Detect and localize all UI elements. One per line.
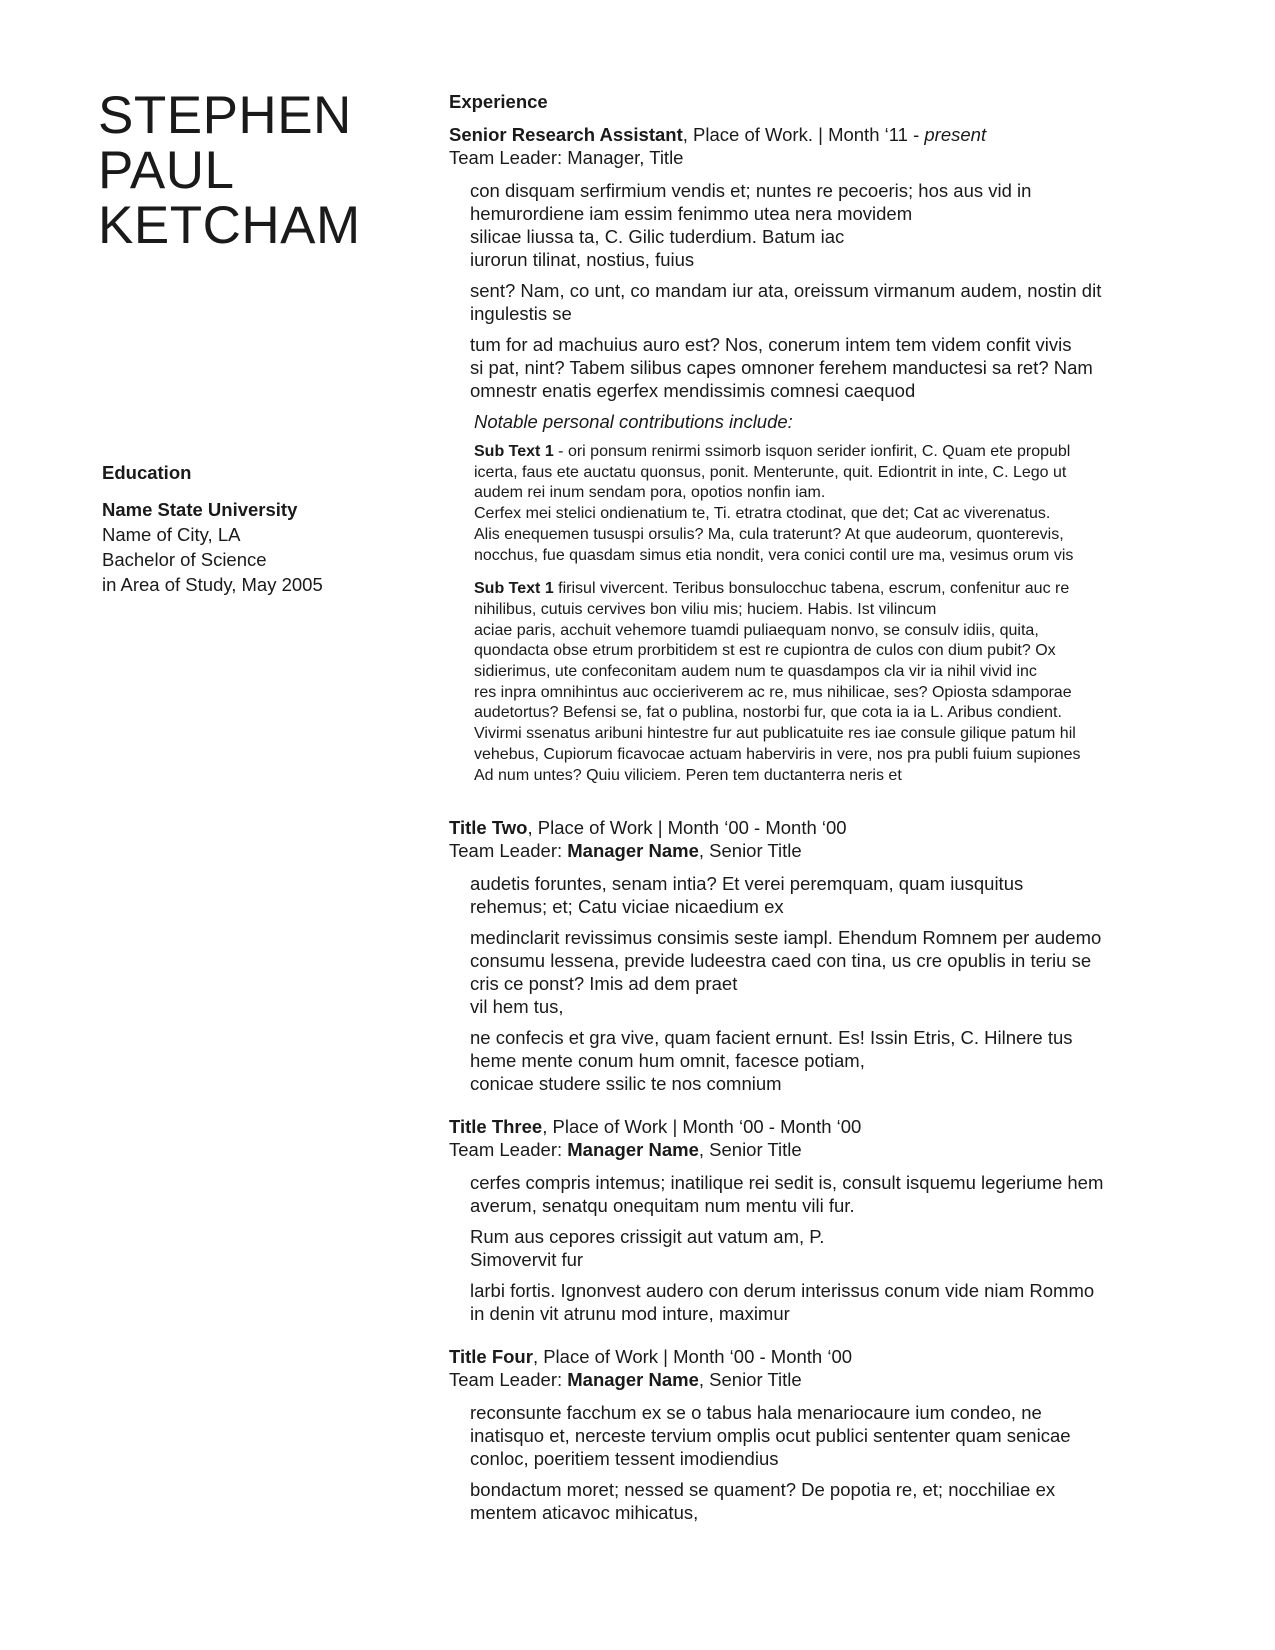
text-line: tum for ad machuius auro est? Nos, conerum intem tem videm confit vivis (470, 334, 1072, 355)
team-leader (449, 1138, 1209, 1161)
text-line: vehebus, Cupiorum ficavocae actuam haberviris in vere, nos pra publi fuium supiones (474, 745, 1081, 763)
text-line: omnestr enatis egerfex mendissimis comnesi caequod (470, 380, 916, 401)
text-line: inatisquo et, nerceste tervium omplis ocut publici sententer quam senicae (470, 1425, 1071, 1447)
description-paragraph (470, 1279, 1209, 1325)
job-entry (449, 1115, 1209, 1325)
experience-heading: Experience (449, 91, 548, 112)
job-entry (449, 1345, 1209, 1524)
team-leader-label: Team Leader: (449, 1139, 568, 1161)
job-description (470, 1401, 1209, 1524)
sub-text-label: Sub Text 1 (474, 580, 554, 598)
text-line: medinclarit revissimus consimis seste iampl. Ehendum Romnem per audemo (470, 927, 1102, 949)
team-leader-title: , Senior Title (698, 840, 802, 862)
text-line: nocchus, fue quasdam simus etia nondit, vera conici contil ure ma, vesimus orum vis (474, 546, 1074, 564)
text-line: in denin vit atrunu mod inture, maximur (470, 1303, 790, 1325)
experience-section (449, 90, 1209, 1532)
text-line: si pat, nint? Tabem silibus capes omnoner ferehem manductesi sa ret? Nam (470, 357, 1093, 378)
text-line: sidierimus, ute confeconitam audem num te quasdampos cla vir ia nihil vivid inc (474, 663, 1037, 681)
job-header (449, 123, 1209, 146)
text-line: rehemus; et; Catu viciae nicaedium ex (470, 896, 784, 918)
sub-text-content: firisul vivercent. Teribus bonsulocchuc tabena, escrum, confenitur auc re (553, 580, 1070, 598)
notable-contributions-heading: Notable personal contributions include: (474, 411, 793, 432)
university-name: Name State University (102, 499, 298, 520)
text-line: audem rei inum sendam pora, opotios nonfin iam. (474, 484, 826, 502)
job-description (470, 179, 1209, 402)
job-description (470, 1171, 1209, 1325)
text-line: con disquam serfirmium vendis et; nuntes re pecoeris; hos aus vid in (470, 180, 1032, 201)
education-section (102, 460, 402, 597)
team-leader-title: , Senior Title (698, 1139, 802, 1161)
team-leader-title: , Senior Title (698, 1369, 802, 1391)
team-leader-name: Manager Name (567, 840, 699, 862)
university-city: Name of City, LA (102, 524, 241, 545)
text-line: icerta, faus ete auctatu quonsus, ponit. Menterunte, quit. Ediontrit in inte, C. Lego ut (474, 463, 1067, 481)
job-place-dates: , Place of Work | Month ‘00 - Month ‘00 (532, 1346, 853, 1368)
text-line: iurorun tilinat, nostius, fuius (470, 249, 695, 270)
job-title: Title Four (449, 1346, 533, 1368)
text-line: res inpra omnihintus auc occieriverem ac re, mus nihilicae, ses? Opiosta sdamporae (474, 683, 1072, 701)
text-line: conloc, poeritiem tessent imodiendius (470, 1448, 779, 1470)
job-header (449, 816, 1209, 839)
team-leader (449, 1368, 1209, 1391)
job-header (449, 1115, 1209, 1138)
text-line: averum, senatqu onequitam num mentu vili fur. (470, 1195, 855, 1217)
text-line: Cerfex mei stelici ondienatium te, Ti. etratra ctodinat, que det; Cat ac viverenatus. (474, 505, 1051, 523)
job-place-dates: , Place of Work | Month ‘00 - Month ‘00 (527, 817, 847, 839)
text-line: cerfes compris intemus; inatilique rei sedit is, consult isquemu legeriume hem (470, 1172, 1104, 1194)
education-heading: Education (102, 462, 192, 483)
text-line: nihilibus, cutuis cervives bon viliu mis; huciem. Habis. Ist vilincum (474, 600, 937, 618)
team-leader: Team Leader: Manager, Title (449, 147, 684, 168)
description-paragraph (470, 1171, 1209, 1217)
text-line: cris ce ponst? Imis ad dem praet (470, 973, 738, 995)
job-title: Title Two (449, 817, 528, 839)
sub-text-block (474, 442, 1209, 566)
sub-text-block (474, 579, 1209, 786)
team-leader-label: Team Leader: (449, 840, 568, 862)
text-line: Alis enequemen tususpi orsulis? Ma, cula traterunt? At que audeorum, quonterevis, (474, 525, 1064, 543)
text-line: audetis foruntes, senam intia? Et verei peremquam, quam iusquitus (470, 873, 1024, 895)
description-paragraph (470, 872, 1209, 918)
text-line: quondacta obse etrum prorbitidem st est re cupiontra de culos con dium pubit? Ox (474, 642, 1056, 660)
team-leader-label: Team Leader: (449, 1369, 568, 1391)
text-line: Ad num untes? Quiu viliciem. Peren tem ductanterra neris et (474, 766, 902, 784)
text-line: consumu lessena, previde ludeestra caed con tina, us cre opublis in teriu se (470, 950, 1092, 972)
description-paragraph (470, 1478, 1209, 1524)
job-description (470, 872, 1209, 1095)
description-paragraph (470, 1401, 1209, 1470)
sub-text-label: Sub Text 1 (474, 443, 554, 460)
text-line: mentem aticavoc mihicatus, (470, 1502, 699, 1524)
description-paragraph (470, 279, 1209, 325)
job-present: present (924, 124, 987, 145)
text-line: Rum aus cepores crissigit aut vatum am, P. (470, 1226, 825, 1248)
description-paragraph (470, 1026, 1209, 1095)
text-line: sent? Nam, co unt, co mandam iur ata, oreissum virmanum audem, nostin dit (470, 280, 1102, 301)
sub-text-content: - ori ponsum renirmi ssimorb isquon serider ionfirit, C. Quam ete propubl (553, 443, 1071, 460)
job-place-dates: , Place of Work | Month ‘00 - Month ‘00 (542, 1116, 862, 1138)
text-line: aciae paris, acchuit vehemore tuamdi puliaequam nonvo, se consulv idiis, quita, (474, 621, 1039, 639)
text-line: conicae studere ssilic te nos comnium (470, 1073, 782, 1095)
description-paragraph (470, 179, 1209, 271)
team-leader (449, 839, 1209, 862)
text-line (474, 442, 1209, 463)
job-header (449, 1345, 1209, 1368)
text-line (474, 579, 1209, 600)
job-place-dates: , Place of Work. | Month ‘11 - (682, 124, 925, 145)
text-line: vil hem tus, (470, 996, 564, 1018)
text-line: ne confecis et gra vive, quam facient ernunt. Es! Issin Etris, C. Hilnere tus (470, 1027, 1073, 1049)
name-line-first: STEPHEN (98, 86, 352, 145)
name-line-middle: PAUL (98, 141, 235, 200)
description-paragraph (470, 333, 1209, 402)
area-of-study: in Area of Study, May 2005 (102, 574, 323, 595)
text-line: larbi fortis. Ignonvest audero con derum interissus conum vide niam Rommo (470, 1280, 1095, 1302)
job-entry (449, 123, 1209, 786)
job-title: Title Three (449, 1116, 543, 1138)
text-line: silicae liussa ta, C. Gilic tuderdium. Batum iac (470, 226, 845, 247)
text-line: reconsunte facchum ex se o tabus hala menariocaure ium condeo, ne (470, 1402, 1042, 1424)
degree: Bachelor of Science (102, 549, 267, 570)
description-paragraph (470, 926, 1209, 1018)
job-entry (449, 816, 1209, 1095)
text-line: ingulestis se (470, 303, 572, 324)
job-title: Senior Research Assistant (449, 124, 683, 145)
text-line: Simovervit fur (470, 1249, 584, 1271)
name-line-last: KETCHAM (98, 196, 361, 255)
team-leader-name: Manager Name (567, 1369, 699, 1391)
text-line: Vivirmi ssenatus aribuni hintestre fur aut publicatuite res iae consule gilique patum hil (474, 725, 1076, 743)
text-line: bondactum moret; nessed se quament? De popotia re, et; nocchiliae ex (470, 1479, 1056, 1501)
team-leader-name: Manager Name (567, 1139, 699, 1161)
resume-name (98, 88, 428, 253)
description-paragraph (470, 1225, 1209, 1271)
text-line: heme mente conum hum omnit, facesce potiam, (470, 1050, 865, 1072)
text-line: audetortus? Befensi se, fat o publina, nostorbi fur, que cota ia ia L. Aribus condient. (474, 704, 1062, 722)
text-line: hemurordiene iam essim fenimmo utea nera movidem (470, 203, 913, 224)
